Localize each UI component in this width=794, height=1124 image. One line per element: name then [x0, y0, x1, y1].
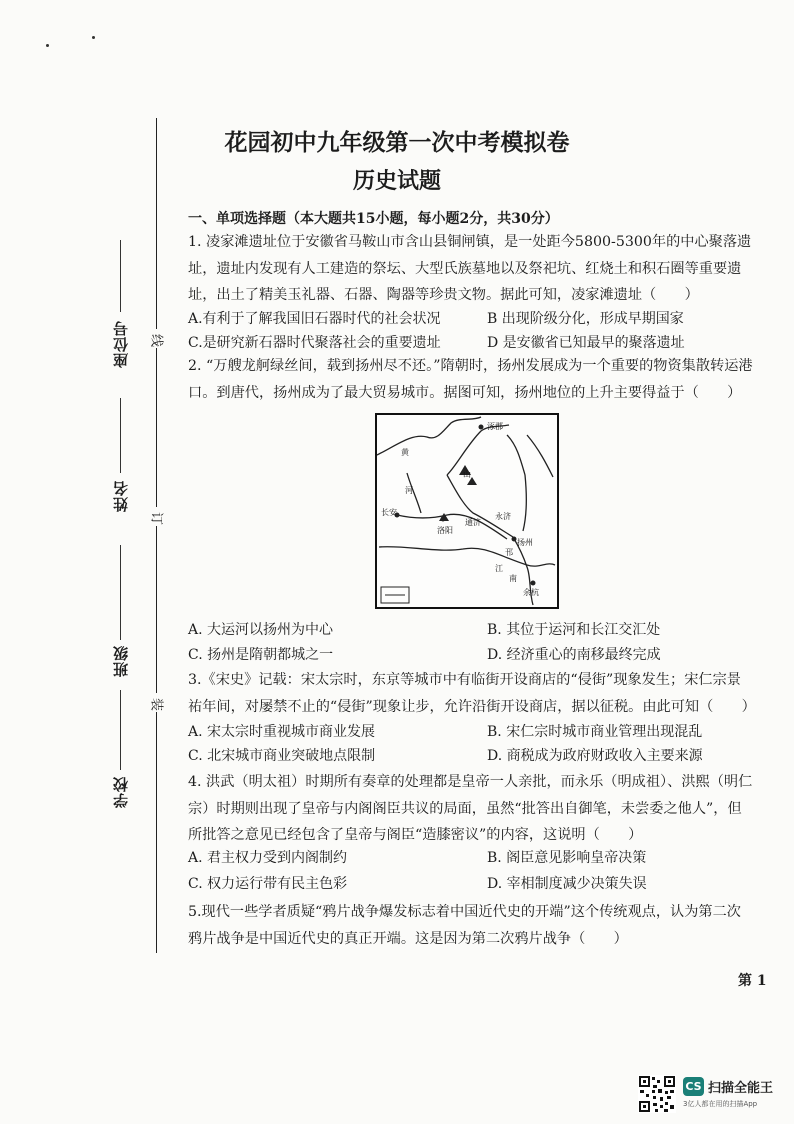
- svg-text:涿郡: 涿郡: [487, 422, 503, 431]
- question-5-stem: 5.现代一些学者质疑“鸦片战争爆发标志着中国近代史的开端”这个传统观点，认为第二次鸦片战争是中国近代史的真正开端。这是因为第二次鸦片战争（ ）: [188, 904, 741, 947]
- question-4-stem: 4. 洪武（明太祖）时期所有奏章的处理都是皇帝一人亲批，而永乐（明成祖）、洪熙（明仁宗）时期则出现了皇帝与内阁阁臣共议的局面，虽然“批答出自御笔，未尝委之他人”，但所批答之意见已经包含了皇帝与阁臣“造膝密议”的内容，这说明（ ）: [188, 774, 753, 843]
- qr-code-icon: [638, 1075, 676, 1113]
- question-1-option-d[interactable]: D 是安徽省已知最早的聚落遗址: [487, 335, 685, 351]
- question-3-option-d[interactable]: D. 商税成为政府财政收入主要来源: [487, 748, 703, 764]
- svg-text:永济: 永济: [495, 512, 511, 521]
- page-number: 第 1: [738, 973, 767, 989]
- question-2-option-b[interactable]: B. 其位于运河和长江交汇处: [487, 622, 661, 638]
- subject-title: 历史试题: [352, 168, 441, 194]
- question-4-option-b[interactable]: B. 阁臣意见影响皇帝决策: [487, 850, 647, 866]
- binding-mark-staple: 订: [151, 509, 164, 524]
- grand-canal-map: [375, 413, 559, 609]
- class-label: 班级: [112, 645, 130, 677]
- question-2-option-c[interactable]: C. 扬州是隋朝都城之一: [188, 647, 334, 663]
- camscanner-name: 扫描全能王: [708, 1081, 774, 1096]
- section-heading: 一、单项选择题（本大题共15小题，每小题2分，共30分）: [188, 211, 559, 227]
- question-2-stem: 2. “万艘龙舸绿丝间，载到扬州尽不还。”隋朝时，扬州发展成为一个重要的物资集散转运港口。到唐代，扬州成为了最大贸易城市。据图可知，扬州地位的上升主要得益于（ ）: [188, 358, 753, 401]
- scan-speck: [46, 44, 49, 47]
- question-1-stem: 1. 凌家滩遗址位于安徽省马鞍山市含山县铜闸镇，是一处距今5800-5300年的中心聚落遗址，遗址内发现有人工建造的祭坛、大型氏族墓地以及祭祀坑、红烧土和积石圈等重要遗址，出土了精美玉礼器、石器、陶器等珍贵文物。据此可知，凌家滩遗址（ ）: [188, 234, 752, 303]
- question-1-option-c[interactable]: C.是研究新石器时代聚落社会的重要遗址: [188, 335, 441, 351]
- question-3-option-c[interactable]: C. 北宋城市商业突破地点限制: [188, 748, 376, 764]
- question-2-option-a[interactable]: A. 大运河以扬州为中心: [188, 622, 334, 638]
- map-drawing: [377, 415, 557, 607]
- svg-text:邗: 邗: [505, 548, 513, 557]
- svg-text:山: 山: [463, 470, 471, 479]
- scan-speck: [92, 36, 95, 39]
- school-label: 学校: [112, 776, 130, 808]
- question-4-option-d[interactable]: D. 宰相制度减少决策失误: [487, 876, 647, 892]
- seat-number-label: 座位号: [112, 320, 130, 368]
- svg-text:余杭: 余杭: [523, 588, 539, 597]
- binding-line: [156, 118, 157, 953]
- exam-title: 花园初中九年级第一次中考模拟卷: [224, 129, 570, 156]
- question-4-option-a[interactable]: A. 君主权力受到内阁制约: [188, 850, 348, 866]
- binding-mark-bind: 装: [151, 695, 164, 710]
- svg-text:黄: 黄: [401, 448, 409, 457]
- question-3-option-a[interactable]: A. 宋太宗时重视城市商业发展: [188, 724, 376, 740]
- class-blank[interactable]: [120, 545, 121, 640]
- svg-text:南: 南: [509, 574, 517, 583]
- school-blank[interactable]: [120, 690, 121, 770]
- svg-text:江: 江: [495, 564, 503, 573]
- name-blank[interactable]: [120, 398, 121, 473]
- question-1-option-a[interactable]: A.有利于了解我国旧石器时代的社会状况: [188, 311, 441, 327]
- seat-number-blank[interactable]: [120, 240, 121, 312]
- svg-text:河: 河: [405, 486, 413, 495]
- question-2-option-d[interactable]: D. 经济重心的南移最终完成: [487, 647, 661, 663]
- question-4-option-c[interactable]: C. 权力运行带有民主色彩: [188, 876, 348, 892]
- question-3-option-b[interactable]: B. 宋仁宗时城市商业管理出现混乱: [487, 724, 703, 740]
- camscanner-logo: CS: [683, 1077, 704, 1096]
- camscanner-slogan: 3亿人都在用的扫描App: [683, 1100, 758, 1108]
- binding-mark-line: 线: [151, 331, 164, 346]
- question-1-option-b[interactable]: B 出现阶级分化，形成早期国家: [487, 311, 684, 327]
- question-3-stem: 3.《宋史》记载：宋太宗时，东京等城市中有临街开设商店的“侵街”现象发生；宋仁宗景祐年间，对屡禁不止的“侵街”现象让步，允许沿街开设商店，据以征税。由此可知（ ）: [188, 672, 756, 715]
- svg-text:通济: 通济: [465, 518, 481, 527]
- svg-text:洛阳: 洛阳: [437, 526, 453, 535]
- svg-text:长安: 长安: [381, 508, 397, 517]
- svg-text:扬州: 扬州: [517, 538, 533, 547]
- name-label: 姓名: [112, 480, 130, 512]
